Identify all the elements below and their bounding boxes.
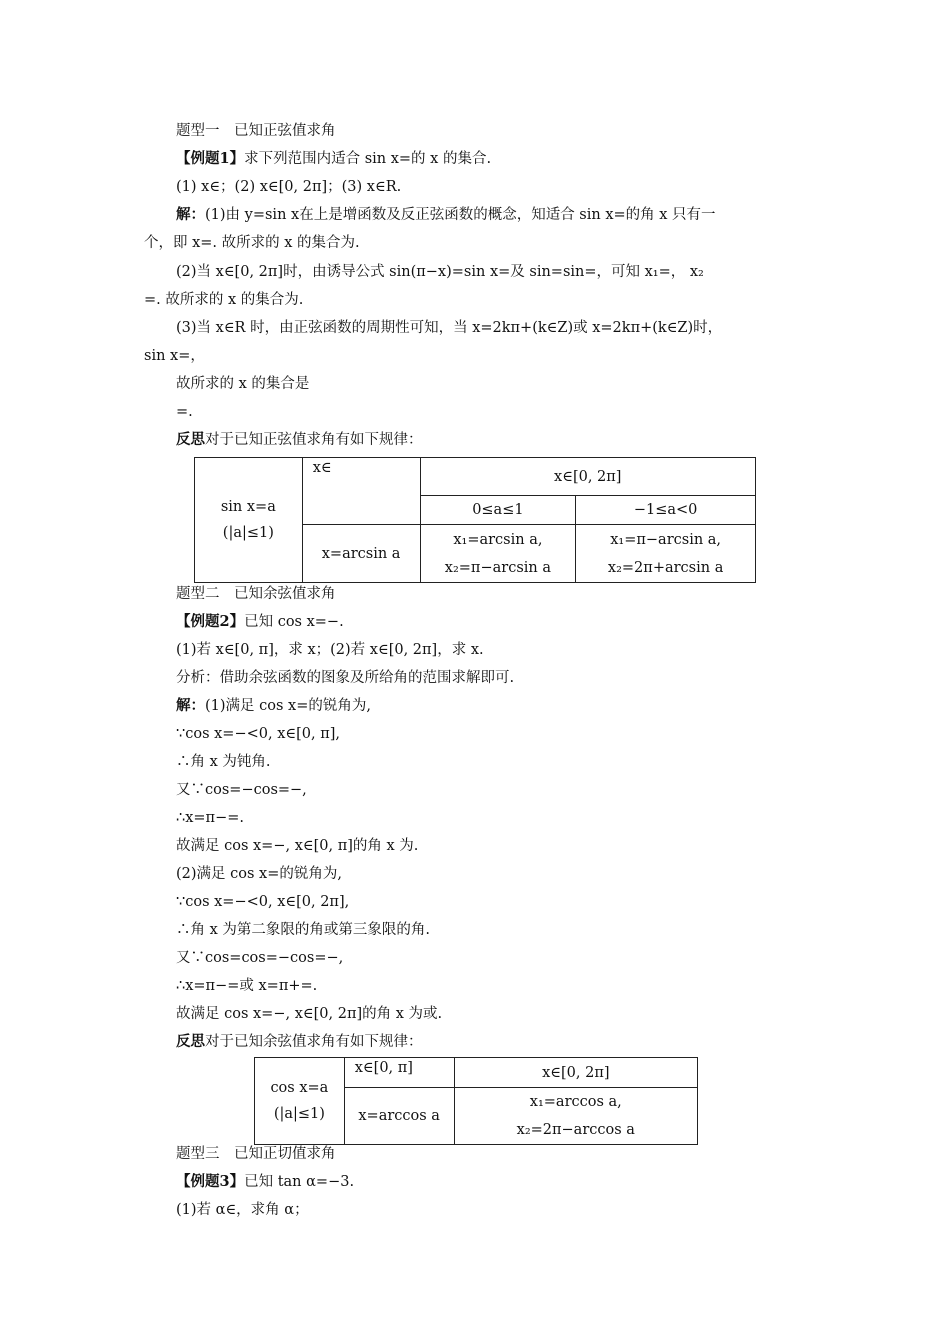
table-header-range1: x∈[0, π]	[344, 1058, 454, 1088]
example-heading	[176, 149, 491, 169]
table-cell-x1: x₁=arcsin a,	[453, 531, 543, 548]
reflection-label: 反思	[176, 431, 205, 448]
solution-line: (2)满足 cos x=的锐角为,	[176, 866, 342, 882]
table-left-condition: (|a|≤1)	[222, 525, 274, 541]
solution-line: ∵cos x=−<0, x∈[0, 2π],	[176, 894, 350, 910]
reflection-label: 反思	[176, 1033, 205, 1050]
solution-line: =. 故所求的 x 的集合为.	[144, 292, 304, 308]
table-left-formula: cos x=a	[270, 1080, 329, 1096]
solution-line: (2)当 x∈[0, 2π]时，由诱导公式 sin(π−x)=sin x=及 sin=sin=，可知 x₁=， x₂	[176, 264, 704, 280]
table-cell-arccos: x=arccos a	[344, 1088, 454, 1145]
reflection-text: 对于已知正弦值求角有如下规律：	[205, 432, 423, 448]
solution-line: 又∵cos=−cos=−,	[176, 782, 307, 798]
section-title: 题型一 已知正弦值求角	[176, 123, 336, 139]
table-left-cell	[255, 1058, 345, 1145]
analysis-line: 分析：借助余弦函数的图象及所给角的范围求解即可.	[176, 670, 515, 686]
table-cell-x1: x₁=arccos a,	[529, 1094, 622, 1110]
example-text: 已知 tan α=−3.	[244, 1174, 355, 1190]
solution-line: 个，即 x=. 故所求的 x 的集合为.	[144, 235, 360, 251]
table-left-formula: sin x=a	[220, 499, 276, 515]
reflection-line	[176, 430, 423, 450]
solution-line: 故满足 cos x=−, x∈[0, π]的角 x 为.	[176, 838, 419, 854]
solution-line: ∴角 x 为钝角.	[176, 754, 271, 770]
table-header-range2: x∈[0, 2π]	[454, 1058, 697, 1088]
section-title: 题型二 已知余弦值求角	[176, 586, 336, 602]
solution-line	[176, 696, 371, 716]
example-label: 【例题1】	[176, 150, 245, 167]
example-parts: (1)若 x∈[0, π]，求 x；(2)若 x∈[0, 2π]，求 x.	[176, 642, 484, 658]
table-cell-solutions	[454, 1088, 697, 1145]
solution-line: ∴角 x 为第二象限的角或第三象限的角.	[176, 922, 431, 938]
example-parts: (1) x∈；(2) x∈[0, 2π]；(3) x∈R.	[176, 179, 402, 195]
solution-line	[176, 205, 716, 225]
example-label: 【例题3】	[176, 1173, 245, 1190]
table-cell-positive-solutions	[420, 525, 576, 583]
arccos-rule-table	[254, 1057, 698, 1145]
table-cell-x1: x₁=π−arcsin a,	[610, 531, 722, 548]
solution-line: ∴x=π−=或 x=π+=.	[176, 978, 318, 994]
solution-text: (1)满足 cos x=的锐角为,	[205, 698, 371, 714]
table-subheader-negative: −1≤a<0	[576, 496, 756, 525]
example-heading	[176, 612, 344, 632]
reflection-text: 对于已知余弦值求角有如下规律：	[205, 1034, 423, 1050]
solution-line: sin x=，	[144, 348, 205, 364]
example-text: 求下列范围内适合 sin x=的 x 的集合.	[244, 151, 492, 167]
solution-line: =.	[176, 404, 193, 420]
example-text: 已知 cos x=−.	[244, 614, 344, 630]
solution-label: 解：	[176, 206, 205, 223]
table-subheader-positive: 0≤a≤1	[420, 496, 576, 525]
example-heading	[176, 1172, 354, 1192]
table-cell-negative-solutions	[576, 525, 756, 583]
arcsin-rule-table	[194, 457, 756, 583]
table-left-cell	[195, 458, 303, 583]
example-parts: (1)若 α∈，求角 α；	[176, 1202, 309, 1218]
table-header-range1: x∈	[302, 458, 420, 525]
solution-line: 又∵cos=cos=−cos=−,	[176, 950, 344, 966]
table-cell-x2: x₂=π−arcsin a	[444, 559, 551, 576]
table-cell-x2: x₂=2π+arcsin a	[607, 559, 724, 576]
solution-text: (1)由 y=sin x在上是增函数及反正弦函数的概念，知适合 sin x=的角 x 只有一	[205, 207, 716, 223]
solution-line: ∴x=π−=.	[176, 810, 244, 826]
solution-line: ∵cos x=−<0, x∈[0, π],	[176, 726, 341, 742]
example-label: 【例题2】	[176, 613, 245, 630]
solution-line: 故所求的 x 的集合是	[176, 376, 310, 392]
table-left-condition: (|a|≤1)	[273, 1106, 325, 1122]
section-title: 题型三 已知正切值求角	[176, 1146, 336, 1162]
solution-line: 故满足 cos x=−, x∈[0, 2π]的角 x 为或.	[176, 1006, 443, 1022]
solution-label: 解：	[176, 697, 205, 714]
table-header-range2: x∈[0, 2π]	[420, 458, 755, 496]
table-cell-x2: x₂=2π−arccos a	[516, 1122, 635, 1138]
solution-line: (3)当 x∈R 时，由正弦函数的周期性可知，当 x=2kπ+(k∈Z)或 x=2kπ+(k∈Z)时，	[176, 320, 723, 336]
reflection-line	[176, 1032, 423, 1052]
table-cell-arcsin: x=arcsin a	[302, 525, 420, 583]
